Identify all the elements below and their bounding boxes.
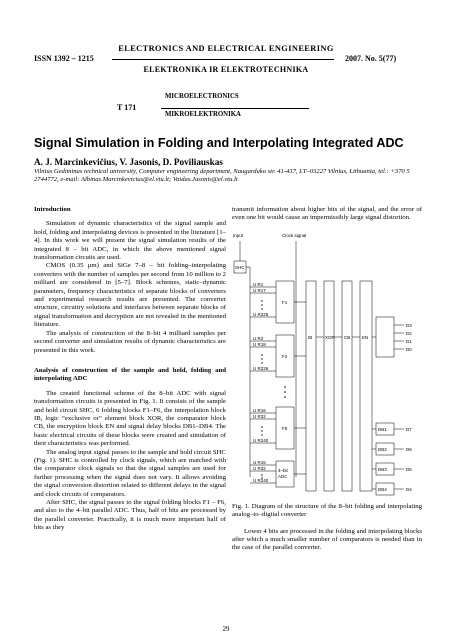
db2-label: DB2 bbox=[378, 446, 387, 452]
ref-label: U R32 bbox=[253, 465, 266, 471]
paragraph: Lower 4 bits are processed in the folding and interpolating blocks after which a much smaller number of comparators is needed than in the case of the parallel converter. bbox=[232, 527, 422, 552]
output-d7: D7 bbox=[406, 426, 412, 432]
paragraph: The created functional scheme of the 8–bit ADC with signal transformation circuits is presented in Fig. 1. It consists of the sample and hold circuit SHC, 6 folding blocks F1–F6, the interpolation block IB, logic “exclusive or” element block XOR, the comparator block CB, the encryption block EN and signal delay blocks DB1–DB4. The basic electrical circuits of these blocks were created and simulation of their characteristics was performed. bbox=[34, 389, 226, 448]
output-d4: D4 bbox=[406, 486, 412, 492]
right-column bbox=[232, 206, 422, 553]
output-d3: D3 bbox=[406, 322, 412, 328]
ib-label: IB bbox=[308, 334, 313, 340]
section-code: T 171 bbox=[117, 103, 137, 112]
db1-label: DB1 bbox=[378, 426, 387, 432]
shc-label: SHC bbox=[235, 264, 245, 270]
xor-label: XOR bbox=[325, 334, 335, 340]
ref-label: U R240 bbox=[253, 477, 269, 483]
page-number: 29 bbox=[222, 626, 230, 633]
journal-title-lt: ELEKTRONIKA IR ELEKTROTECHNIKA bbox=[143, 65, 309, 74]
figure-caption: Fig. 1. Diagram of the structure of the 8–bit folding and interpolating analog–to–digital converter bbox=[232, 502, 422, 519]
f2-label: F2 bbox=[282, 353, 288, 359]
clock-label: Clock signal bbox=[282, 232, 307, 238]
cb-label: CB bbox=[344, 334, 351, 340]
heading-analysis: Analysis of construction of the sample and hold, folding and interpolating ADC bbox=[34, 366, 226, 383]
fig1-adc-diagram bbox=[232, 227, 422, 499]
ref-label: U R16 bbox=[253, 459, 266, 465]
ref-label: U R225 bbox=[253, 311, 269, 317]
ref-label: U R226 bbox=[253, 365, 269, 371]
article-affiliation: Vilnius Gediminas technical university, Computer engineering department, Naugarduko str. 41-437, LT–03227 Vilnius, Lithuania, tel.: +370 5 2744772, e-mail: Albinas.Marcinkevicius@el.vtu.lt; Vaidas.Jasonis@el.vtu.lt bbox=[34, 168, 410, 184]
adc-label-1: 4–bit bbox=[278, 467, 288, 473]
paragraph: The analog input signal passes to the sample and hold circuit SHC (Fig. 1). SHC is controlled by clock signals, which are matched with the comparator clock signals so that the signal samples are used for further processing when the signal does not vary. It allows avoiding the signal conversion distortion related to different delays in the signal and clock circuits of comparators. bbox=[34, 448, 226, 498]
ref-label: U R240 bbox=[253, 437, 269, 443]
issn: ISSN 1392 – 1215 bbox=[34, 54, 94, 63]
ref-label: U R2 bbox=[253, 335, 264, 341]
db4-label: DB4 bbox=[378, 486, 387, 492]
paragraph: CMOS (0.35 μm) and SiGe 7–8 – bit folding–interpolating converters with the number of samples per second from 10 million to 2 milliard are considered in [5–7]. Block schemes, static–dynamic parameters, frequency characteristics of separate blocks of converters and experimental research results are presented. The converter structure, circuitry solutions and interfaces between separate blocks of signal transformation and decryption are not revealed in the mentioned literature. bbox=[34, 262, 226, 329]
output-d2: D2 bbox=[406, 330, 412, 336]
paragraph: The analysis of construction of the 8–bit 4 milliard samples per second converter and simulation results of dynamic characteristics are presented in this work. bbox=[34, 329, 226, 354]
section-name-lt: MIKROELEKTRONIKA bbox=[165, 111, 241, 118]
paragraph: Simulation of dynamic characteristics of the signal sample and hold, folding and interpolating devices is presented in the literature [1–4]. In this work we will present the signal simulation results of the integrated 8 – bit ADC, in which the above mentioned signal transformation circuits are used. bbox=[34, 220, 226, 262]
ref-label: U R18 bbox=[253, 341, 266, 347]
heading-introduction: Introduction bbox=[34, 206, 71, 213]
paragraph: After SHC, the signal passes to the signal folding blocks F1 – F6, and also to the 4–bit parallel ADC. Thus, half of bits are processed by the parallel converter. Practically, it is much more important half of bits as they bbox=[34, 499, 226, 532]
f6-label: F6 bbox=[282, 425, 288, 431]
f1-label: F1 bbox=[282, 299, 288, 305]
article-authors: A. J. Marcinkevičius, V. Jasonis, D. Poviliauskas bbox=[34, 157, 223, 167]
output-d0: D0 bbox=[406, 346, 412, 352]
output-d6: D6 bbox=[406, 446, 412, 452]
ref-label: U R32 bbox=[253, 413, 266, 419]
left-column bbox=[34, 206, 226, 533]
output-d5: D5 bbox=[406, 466, 412, 472]
ref-label: U R16 bbox=[253, 407, 266, 413]
ref-label: U R17 bbox=[253, 287, 266, 293]
section-divider bbox=[161, 108, 309, 109]
article-title: Signal Simulation in Folding and Interpolating Integrated ADC bbox=[34, 136, 404, 150]
header-divider bbox=[112, 59, 334, 60]
output-d1: D1 bbox=[406, 338, 412, 344]
adc-label-2: ADC bbox=[278, 473, 288, 479]
input-label: Input bbox=[233, 232, 244, 238]
section-name-en: MICROELECTRONICS bbox=[165, 93, 239, 100]
paragraph: transmit information about higher bits of the signal, and the error of even one bit would cause an impermissibly large signal distortion. bbox=[232, 206, 422, 222]
year-issue: 2007. No. 5(77) bbox=[345, 54, 397, 63]
ref-label: U R1 bbox=[253, 281, 264, 287]
db3-label: DB3 bbox=[378, 466, 387, 472]
en-label: EN bbox=[362, 334, 369, 340]
journal-title-en: ELECTRONICS AND ELECTRICAL ENGINEERING bbox=[118, 44, 334, 53]
